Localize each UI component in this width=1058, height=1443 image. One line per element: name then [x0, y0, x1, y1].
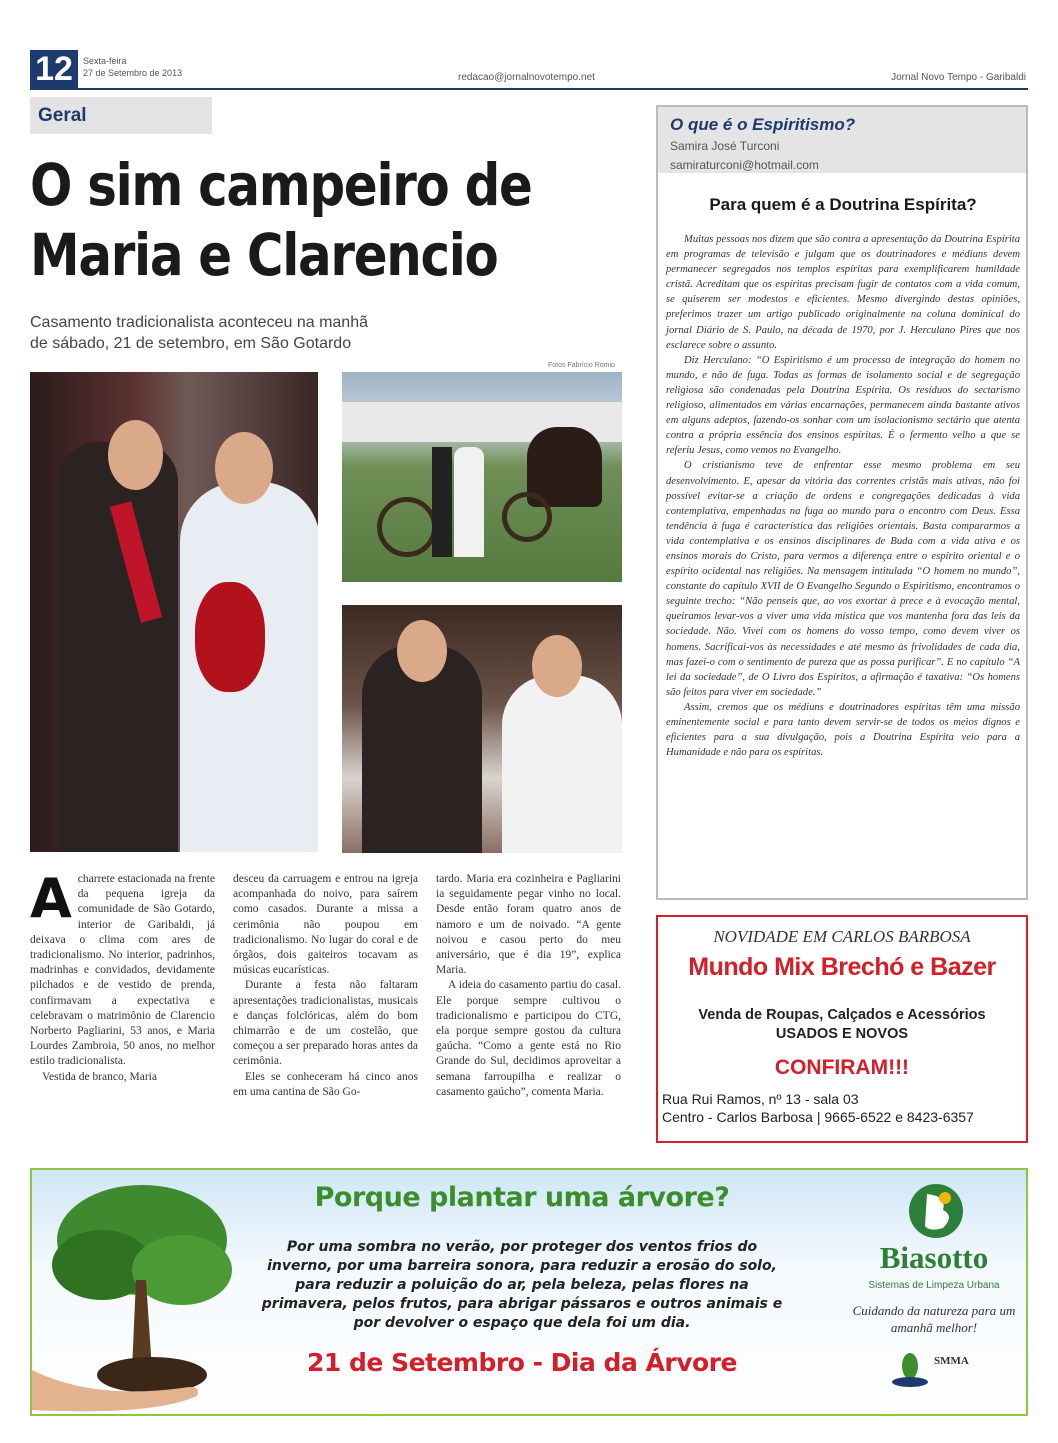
espiritismo-column [656, 105, 1028, 900]
banner-slogan: Cuidando da natureza para um amanhã melhor! [852, 1303, 1016, 1335]
subtitle-line-2: de sábado, 21 de setembro, em São Gotardo [30, 335, 352, 352]
ad-cta: CONFIRAM!!! [774, 1056, 910, 1079]
ad-kicker: NOVIDADE EM CARLOS BARBOSA [713, 927, 971, 946]
article-column-2 [233, 872, 418, 1100]
column-paragraph: Muitas pessoas nos dizem que são contra a apresentação da Doutrina Espírita em programas de televisão e julgam que os doutrinadores e médiuns devem permanecer segregados nos templos espíritas para exemplificarem humildade cristã. Acreditam que os espíritas precisam fugir de contatos com a vida comum, se quiserem ser modestos e eficientes. Mesmo divergindo destas opiniões, preferimos trazer um artigo publicado originalmente na coluna dominical do jornal Diário de S. Paulo, na década de 1970, por J. Herculano Pires que nos esclarece sobre o assunto. [666, 234, 1020, 351]
column-paragraph: Assim, cremos que os médiuns e doutrinadores espíritas têm uma missão eminentemente social e para tanto devem servir-se de todos os meios dignos e eficientes para a sua divulgação, pois a Doutrina Espírita veio para a Humanidade e não para os espíritas. [666, 701, 1020, 759]
tree-in-hand-icon [32, 1170, 252, 1416]
weekday: Sexta-feira [83, 56, 127, 66]
article-column-1 [30, 867, 215, 1085]
photo-horse-carriage [342, 372, 622, 582]
article-paragraph: Durante a festa não faltaram apresentações tradicionalistas, musicais e danças folclóricas, além do bom chimarrão e de um costelão, que começou a ser preparado horas antes da cerimônia. [233, 979, 418, 1068]
headline [30, 150, 546, 290]
ad-address-line: Rua Rui Ramos, nº 13 - sala 03 [662, 1091, 859, 1107]
headline-line-1: O sim campeiro de [30, 151, 532, 219]
banner-text: Por uma sombra no verão, por proteger dos ventos frios do inverno, por uma barreira sonora, para reduzir a erosão do solo, para reduzir a poluição do ar, pela beleza, pelas flores na primavera, pelos frutos, para abrigar pássaros e outros animais e por devolver o espaço que dela foi um dia. [261, 1239, 783, 1331]
ad-description [658, 1006, 1026, 1044]
column-title: O que é o Espiritismo? [670, 115, 856, 134]
subtitle-line-1: Casamento tradicionalista aconteceu na manhã [30, 314, 368, 331]
page-number: 12 [30, 50, 78, 88]
column-paragraph: Diz Herculano: “O Espiritismo é um processo de integração do homem no mundo, e não de fuga. Todas as formas de isolamento social e de segregação religiosa são condenadas pela Doutrina Espírita. Os resíduos do sectarismo religioso, alimentados em várias encarnações, permanecem ainda bastante ativos em alguns adeptos, fazendo-os sonhar com um isolacionismo sectário que atenta contra a própria essência dos ensinos espíritas. É o fermento velho a que se referiu Jesus, como vemos no Evangelho. [666, 354, 1020, 457]
column-article-body [666, 232, 1020, 760]
date: 27 de Setembro de 2013 [83, 68, 183, 78]
photo-ring-exchange [342, 605, 622, 853]
ad-store-name: Mundo Mix Brechó e Bazer [688, 953, 996, 981]
subtitle [30, 312, 410, 354]
newspaper-name: Jornal Novo Tempo - Garibaldi [891, 72, 1026, 83]
newsroom-email[interactable]: redacao@jornalnovotempo.net [458, 72, 595, 83]
article-column-3 [436, 872, 621, 1100]
column-article-title: Para quem é a Doutrina Espírita? [709, 195, 977, 214]
ad-address [658, 1090, 1026, 1126]
banner-title: Porque plantar uma árvore? [314, 1182, 730, 1213]
headline-line-2: Maria e Clarencio [30, 221, 498, 289]
ad-line: USADOS E NOVOS [775, 1026, 909, 1042]
smma-logo: SMMA [934, 1355, 969, 1367]
issue-date [83, 55, 182, 79]
column-paragraph: O cristianismo teve de enfrentar esse mesmo problema em seu desenvolvimento. E, apesar da vitória das correntes cristãs mais ativas, não foi possível evitar-se a criação de ordens e congregações dedicadas à vida contemplativa, empenhadas na fuga ao mundo para o encontro com Deus. Essa tendência à fuga é característica das religiões orientais. Basta compararmos a vida contemplativa e os ensinos disciplinares de Buda com a vida ativa e os ensinos morais do Cristo, para vermos a diferença entre o espírito oriental e o espírito ocidental nas religiões. Na mensagem intitulada “O homem no mundo”, constante do capítulo XVII de O Evangelho Segundo o Espiritismo, encontramos o seguinte trecho: “Não penseis que, ao vos exortar à prece e à evocação mental, queiramos levar-vos a viver uma vida mística que vos mantenha fora das leis da sociedade. Não. Vivei com os homens do vosso tempo, como devem viver os homens. Sacrificai-vos às necessidades e até mesmo às frivolidades de cada dia, mas fazei-o com o sentimento de pureza que as possa purificar”. E no capítulo “A lei da sociedade”, de O Livro dos Espíritos, a afirmação é taxativa: “Os homens são feitos para viver em sociedade.” [666, 460, 1020, 698]
header-rule [30, 88, 1028, 90]
article-paragraph: Vestida de branco, Maria [42, 1070, 157, 1083]
drop-cap: A [30, 867, 72, 930]
photo-couple-entrance [30, 372, 318, 852]
section-label: Geral [30, 97, 212, 134]
tree-day-banner [30, 1168, 1028, 1416]
article-paragraph: Eles se conheceram há cinco anos em uma cantina de São Go- [233, 1070, 418, 1098]
banner-date-line: 21 de Setembro - Dia da Árvore [307, 1348, 737, 1377]
biasotto-logo-icon [907, 1182, 965, 1240]
article-paragraph: tardo. Maria era cozinheira e Pagliarini ia seguidamente pegar vinho no local. Desde então foram quatro anos de namoro e um de noivado. “A gente noivou e casou perto do meu aniversário, que é dia 19”, explica Maria. [436, 873, 621, 977]
photo-credit: Fotos Fabrício Romio [548, 362, 615, 369]
article-paragraph: desceu da carruagem e entrou na igreja acompanhada do noivo, para saírem como casados. Durante a missa a cerimônia não poupou em tradicionalismo. No lugar do coral e de órgãos, dois gaiteiros tocavam as músicas eucarísticas. [233, 873, 418, 977]
biasotto-tagline: Sistemas de Limpeza Urbana [868, 1280, 1000, 1291]
column-header [658, 107, 1026, 173]
column-author: Samira José Turconi [670, 139, 780, 153]
brecho-ad [656, 915, 1028, 1143]
leaf-logo-icon [890, 1350, 930, 1390]
article-paragraph: A ideia do casamento partiu do casal. Ele porque sempre cultivou o tradicionalismo e participou do CTG, ela porque sempre gostou da cultura gaúcha. “Como a gente está no Rio Grande do Sul, decidimos aproveitar a semana farroupilha e realizar o casamento gaúcho”, comenta Maria. [436, 979, 621, 1098]
column-author-email[interactable]: samiraturconi@hotmail.com [670, 158, 819, 172]
biasotto-brand: Biasotto [879, 1240, 989, 1275]
article-paragraph: charrete estacionada na frente da pequena igreja da comunidade de São Gotardo, interior de Garibaldi, já deixava o clima com ares de tradicionalismo. No interior, padrinhos, madrinhas e convidados, devidamente pilchados e de vestido de prenda, confirmavam a expectativa e celebravam o matrimônio de Clarencio Norberto Pagliarini, 53 anos, e Maria Lourdes Zambroia, 50 anos, no melhor estilo tradicionalista. [30, 873, 215, 1068]
ad-address-line: Centro - Carlos Barbosa | 9665-6522 e 8423-6357 [662, 1109, 974, 1125]
ad-line: Venda de Roupas, Calçados e Acessórios [698, 1007, 986, 1023]
